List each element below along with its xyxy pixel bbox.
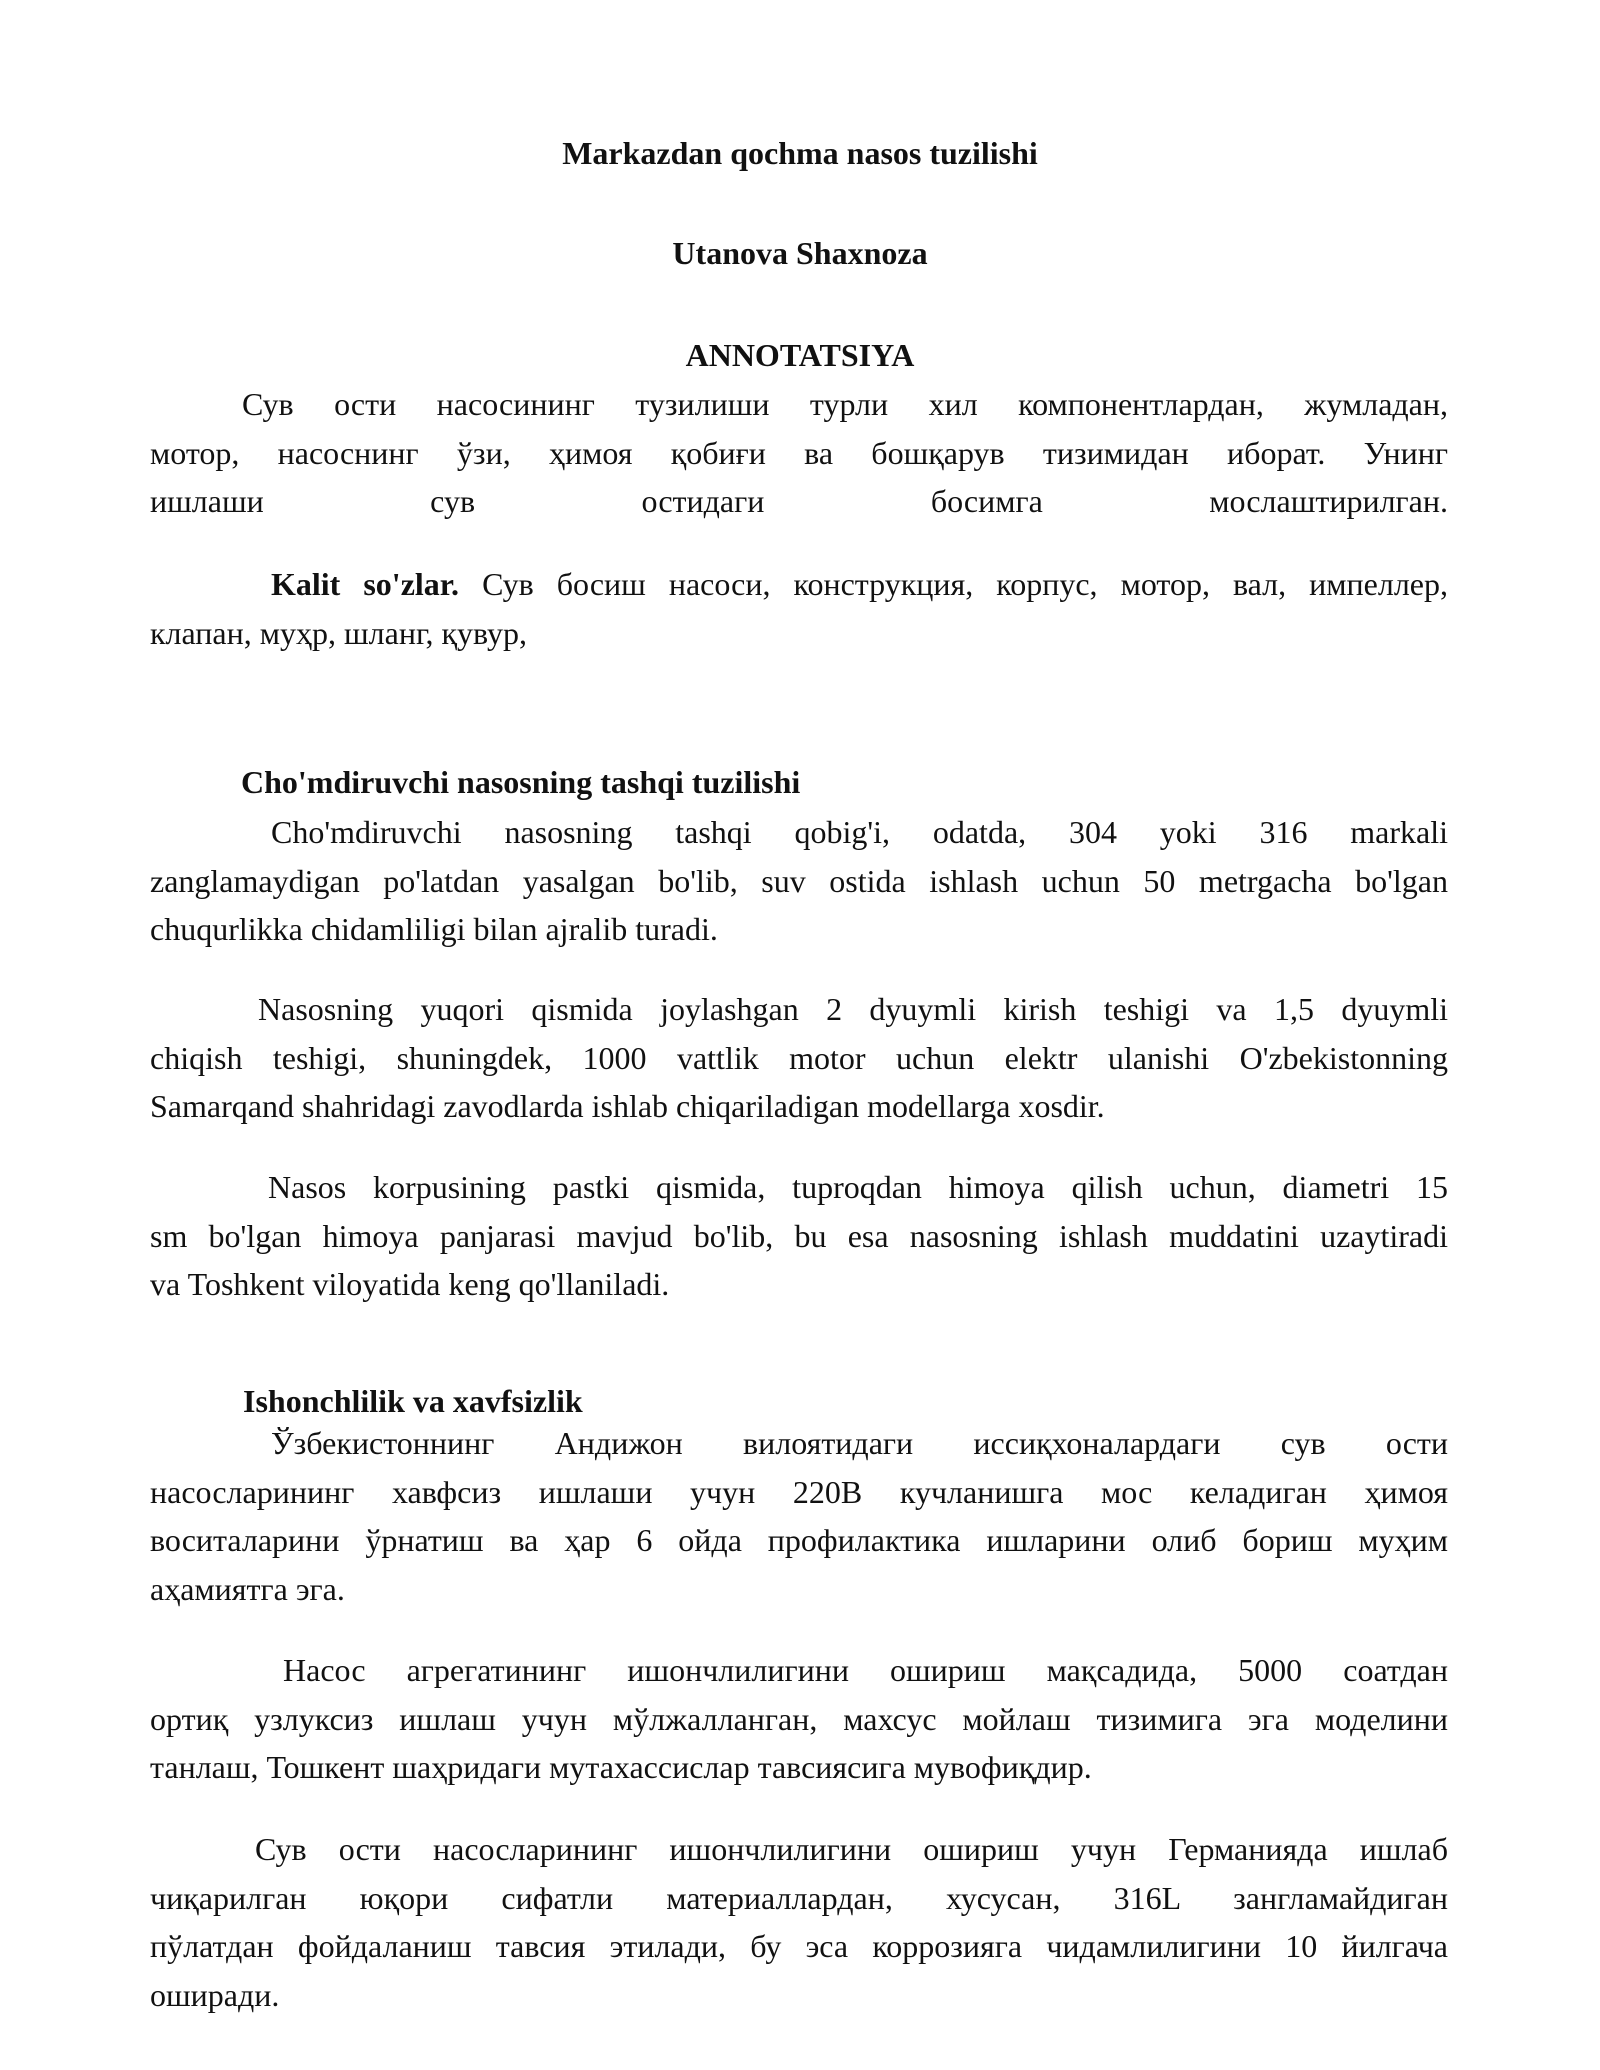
paragraph-line: Насос агрегатининг ишончлилигини ошириш мақсадида, 5000 соатдан <box>283 1652 1448 1688</box>
paragraph-line: chuqurlikka chidamliligi bilan ajralib turadi. <box>150 911 718 947</box>
paragraph-line: пўлатдан фойдаланиш тавсия этилади, бу эса коррозияга чидамлилигини 10 йилгача <box>150 1928 1448 1964</box>
paragraph-line: ортиқ узлуксиз ишлаш учун мўлжалланган, махсус мойлаш тизимига эга моделини <box>150 1700 1448 1737</box>
paragraph-line: воситаларини ўрнатиш ва ҳар 6 ойда профилактика ишларини олиб бориш муҳим <box>150 1522 1448 1558</box>
abstract-line: Сув ости насосининг тузилиши турли хил компонентлардан, жумладан, <box>242 386 1448 422</box>
keywords-line: клапан, муҳр, шланг, қувур, <box>150 614 528 651</box>
paragraph-line: Сув ости насосларининг ишончлилигини ошириш учун Германияда ишлаб <box>255 1831 1448 1867</box>
paragraph-line: аҳамиятга эга. <box>150 1570 345 1607</box>
author-name: Utanova Shaxnoza <box>672 235 928 271</box>
paragraph-line: Cho'mdiruvchi nasosning tashqi qobig'i, odatda, 304 yoki 316 markali <box>271 814 1448 850</box>
section2-paragraph-1 <box>150 1419 1448 1613</box>
section-heading: Ishonchlilik va xavfsizlik <box>243 1383 583 1419</box>
paragraph-line: va Toshkent viloyatida keng qo'llaniladi. <box>150 1266 670 1302</box>
section-heading: Cho'mdiruvchi nasosning tashqi tuzilishi <box>241 764 801 800</box>
abstract-line: мотор, насоснинг ўзи, ҳимоя қобиғи ва бошқарув тизимидан иборат. Унинг <box>150 434 1448 471</box>
paragraph-line: танлаш, Тошкент шаҳридаги мутахассислар тавсиясига мувофиқдир. <box>150 1749 1092 1785</box>
abstract-heading: ANNOTATSIYA <box>685 337 915 373</box>
keywords-text: Сув босиш насоси, конструкция, корпус, мотор, вал, импеллер, <box>482 566 1449 602</box>
paragraph-line: chiqish teshigi, shuningdek, 1000 vattlik motor uchun elektr ulanishi O'zbekistonning <box>150 1039 1448 1076</box>
section2-paragraph-2 <box>150 1646 1448 1792</box>
paragraph-line: Samarqand shahridagi zavodlarda ishlab chiqariladigan modellarga xosdir. <box>150 1088 1105 1124</box>
abstract-paragraph <box>150 380 1448 526</box>
keywords-paragraph <box>150 560 1448 657</box>
paragraph-line: Nasos korpusining pastki qismida, tuproqdan himoya qilish uchun, diametri 15 <box>268 1169 1448 1205</box>
paragraph-line: Ўзбекистоннинг Андижон вилоятидаги иссиқхоналардаги сув ости <box>271 1425 1448 1461</box>
paragraph-line: sm bo'lgan himoya panjarasi mavjud bo'lib, bu esa nasosning ishlash muddatini uzaytiradi <box>150 1217 1448 1254</box>
section2-paragraph-3 <box>150 1825 1448 2019</box>
paragraph-line: чиқарилган юқори сифатли материаллардан, хусусан, 316L зангламайдиган <box>150 1879 1448 1916</box>
section1-paragraph-1 <box>150 808 1448 954</box>
abstract-line: ишлаши сув остидаги босимга мослаштирилган. <box>150 483 1448 519</box>
section1-paragraph-3 <box>150 1163 1448 1309</box>
keywords-line <box>150 560 1448 609</box>
paragraph-line: насосларининг хавфсиз ишлаши учун 220В кучланишга мос келадиган ҳимоя <box>150 1473 1448 1510</box>
keywords-label: Kalit so'zlar. <box>271 566 460 602</box>
paragraph-line: оширади. <box>150 1976 280 2013</box>
section1-paragraph-2 <box>150 985 1448 1131</box>
paragraph-line: zanglamaydigan po'latdan yasalgan bo'lib, suv ostida ishlash uchun 50 metrgacha bo'lgan <box>150 862 1448 899</box>
paper-title: Markazdan qochma nasos tuzilishi <box>562 135 1038 171</box>
paragraph-line: Nasosning yuqori qismida joylashgan 2 dyuymli kirish teshigi va 1,5 dyuymli <box>258 991 1448 1027</box>
